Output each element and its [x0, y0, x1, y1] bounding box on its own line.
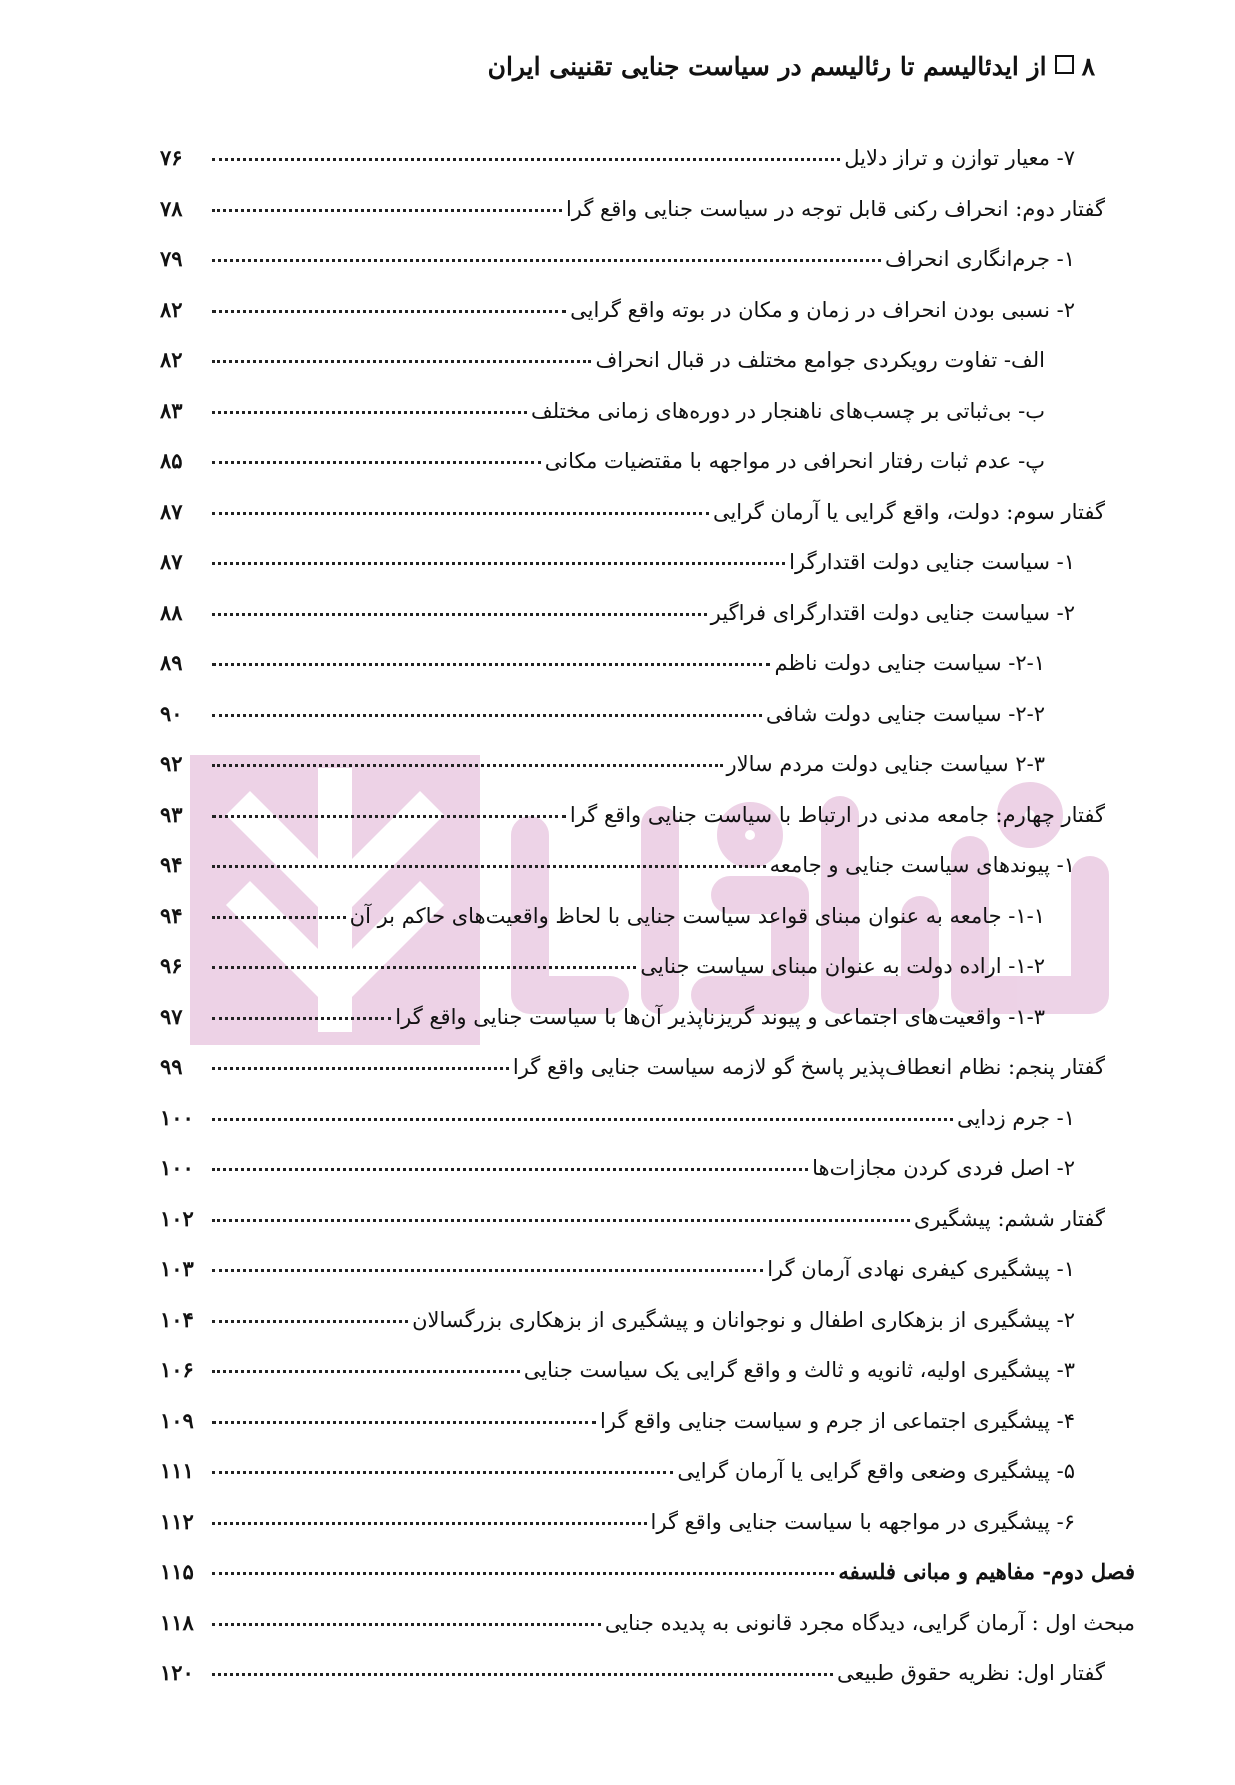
toc-entry-page: ۷۹	[160, 246, 183, 271]
toc-entry-title: ۵- پیشگیری وضعی واقع گرایی یا آرمان گرایی	[677, 1459, 1075, 1483]
dot-leader	[212, 1572, 834, 1575]
toc-entry-page: ۸۲	[160, 296, 183, 322]
toc-entry	[160, 297, 1105, 348]
toc-entry-title: ۱- جرم‌انگاری انحراف	[885, 247, 1075, 271]
toc-entry-title: پ- عدم ثبات رفتار انحرافی در مواجهه با مقتضیات مکانی	[544, 449, 1045, 473]
toc-entry-page: ۱۰۰	[160, 1104, 194, 1130]
toc-entry	[160, 1357, 1105, 1408]
toc-entry	[160, 448, 1105, 499]
toc-entry-page: ۹۰	[160, 700, 183, 726]
toc-entry	[160, 1256, 1105, 1307]
toc-entry	[160, 398, 1105, 449]
dot-leader	[212, 1522, 647, 1525]
dot-leader	[212, 512, 709, 515]
toc-entry-title: فصل دوم- مفاهیم و مبانی فلسفه	[838, 1559, 1135, 1584]
toc-entry-page: ۸۲	[160, 347, 183, 372]
toc-entry-page: ۸۸	[160, 599, 183, 625]
running-title: از ایدئالیسم تا رئالیسم در سیاست جنایی تقنینی ایران	[487, 52, 1047, 81]
toc-entry-page: ۱۰۳	[160, 1256, 194, 1281]
toc-entry-page: ۸۹	[160, 650, 183, 675]
dot-leader	[212, 764, 723, 767]
toc-entry-title: الف- تفاوت رویکردی جوامع مختلف در قبال انحراف	[595, 348, 1045, 372]
toc-entry-page: ۸۳	[160, 397, 183, 423]
toc-entry-title: گفتار سوم: دولت، واقع گرایی یا آرمان گرایی	[712, 499, 1105, 524]
dot-leader	[212, 259, 881, 262]
toc-entry-title: ۱-۲- اراده دولت به عنوان مبنای سیاست جنایی	[640, 954, 1045, 978]
dot-leader	[212, 663, 770, 666]
toc-entry-title: ۲- سیاست جنایی دولت اقتدارگرای فراگیر	[710, 600, 1075, 625]
dot-leader	[212, 461, 541, 464]
toc-entry-page: ۱۰۶	[160, 1357, 194, 1382]
toc-entry	[160, 1660, 1105, 1711]
toc-entry-page: ۱۰۴	[160, 1306, 194, 1332]
toc-entry-title: مبحث اول : آرمان گرایی، دیدگاه مجرد قانونی به پدیده جنایی	[604, 1610, 1135, 1635]
toc-entry-title: گفتار دوم: انحراف رکنی قابل توجه در سیاست جنایی واقع گرا	[565, 196, 1105, 221]
dot-leader	[212, 815, 566, 818]
toc-entry-title: ۲- پیشگیری از بزهکاری اطفال و نوجوانان و پیشگیری از بزهکاری بزرگسالان	[412, 1307, 1075, 1332]
dot-leader	[212, 916, 346, 919]
toc-entry-title: گفتار چهارم: جامعه مدنی در ارتباط با سیاست جنایی واقع گرا	[569, 802, 1105, 827]
dot-leader	[212, 1370, 520, 1373]
dot-leader	[212, 1623, 601, 1626]
toc-entry	[160, 1458, 1105, 1509]
toc-entry-page: ۸۵	[160, 448, 183, 473]
toc-entry-title: گفتار اول: نظریه حقوق طبیعی	[836, 1661, 1105, 1685]
toc-entry-title: ب- بی‌ثباتی بر چسب‌های ناهنجار در دوره‌های زمانی مختلف	[531, 398, 1045, 423]
dot-leader	[212, 562, 785, 565]
dot-leader	[212, 411, 527, 414]
toc-entry	[160, 1155, 1105, 1206]
toc-entry	[160, 1509, 1105, 1560]
toc-entry-page: ۹۹	[160, 1054, 183, 1079]
dot-leader	[212, 1320, 408, 1323]
toc-entry-page: ۱۰۰	[160, 1155, 194, 1180]
toc-entry-title: ۱-۳- واقعیت‌های اجتماعی و پیوند گریزناپذیر آن‌ها با سیاست جنایی واقع گرا	[395, 1004, 1045, 1029]
toc-entry	[160, 1610, 1135, 1661]
toc-entry-title: ۶- پیشگیری در مواجهه با سیاست جنایی واقع گرا	[650, 1509, 1075, 1534]
toc-entry	[160, 701, 1105, 752]
toc-entry	[160, 145, 1105, 196]
toc-entry-page: ۱۱۵	[160, 1559, 194, 1584]
dot-leader	[212, 1673, 833, 1676]
toc-entry	[160, 802, 1105, 853]
dot-leader	[212, 1168, 808, 1171]
toc-entry-title: ۲-۳ سیاست جنایی دولت مردم سالار	[726, 752, 1045, 776]
toc-entry	[160, 1105, 1105, 1156]
toc-entry	[160, 347, 1105, 398]
toc-entry-title: ۱- سیاست جنایی دولت اقتدارگرا	[789, 550, 1075, 574]
toc-entry-page: ۱۱۸	[160, 1609, 194, 1635]
toc-entry-page: ۹۴	[160, 852, 183, 877]
toc-entry-title: ۲-۲- سیاست جنایی دولت شافی	[765, 701, 1045, 726]
page-header	[120, 52, 1095, 81]
toc-entry-page: ۱۱۱	[160, 1458, 194, 1483]
toc-entry-title: ۳- پیشگیری اولیه، ثانویه و ثالث و واقع گرایی یک سیاست جنایی	[523, 1358, 1075, 1382]
toc-entry	[160, 246, 1105, 297]
toc-entry-title: ۷- معیار توازن و تراز دلایل	[844, 146, 1075, 170]
dot-leader	[212, 613, 707, 616]
dot-leader	[212, 360, 591, 363]
toc-entry	[160, 953, 1105, 1004]
toc-entry	[160, 549, 1105, 600]
toc-entry-title: گفتار ششم: پیشگیری	[913, 1206, 1105, 1231]
toc-entry-page: ۱۰۲	[160, 1205, 194, 1231]
toc-entry-page: ۹۶	[160, 953, 183, 978]
toc-entry-page: ۱۱۲	[160, 1508, 194, 1534]
toc-entry-title: ۱- پیشگیری کیفری نهادی آرمان گرا	[767, 1257, 1075, 1281]
toc-entry-title: ۱-۱- جامعه به عنوان مبنای قواعد سیاست جنایی با لحاظ واقعیت‌های حاکم بر آن	[349, 903, 1045, 928]
toc-entry	[160, 600, 1105, 651]
dot-leader	[212, 158, 840, 161]
table-of-contents	[160, 145, 1135, 1711]
toc-entry	[160, 1408, 1105, 1459]
toc-entry	[160, 751, 1105, 802]
toc-entry	[160, 1054, 1105, 1105]
dot-leader	[212, 865, 766, 868]
toc-entry	[160, 1206, 1105, 1257]
toc-entry	[160, 499, 1105, 550]
toc-entry-page: ۱۰۹	[160, 1407, 194, 1433]
toc-entry	[160, 196, 1105, 247]
dot-leader	[212, 1421, 596, 1424]
toc-entry-title: ۲-۱- سیاست جنایی دولت ناظم	[774, 651, 1045, 675]
dot-leader	[212, 1067, 509, 1070]
toc-entry-page: ۸۷	[160, 498, 183, 524]
toc-entry-page: ۹۴	[160, 902, 183, 928]
toc-entry-title: ۱- جرم زدایی	[957, 1105, 1075, 1130]
toc-entry-page: ۹۳	[160, 801, 183, 827]
toc-entry	[160, 852, 1105, 903]
toc-entry-title: ۲- اصل فردی کردن مجازات‌ها	[812, 1156, 1075, 1180]
toc-entry	[160, 1559, 1135, 1610]
toc-entry-title: ۲- نسبی بودن انحراف در زمان و مکان در بوته واقع گرایی	[570, 297, 1075, 322]
toc-entry-title: ۴- پیشگیری اجتماعی از جرم و سیاست جنایی واقع گرا	[600, 1408, 1075, 1433]
dot-leader	[212, 310, 566, 313]
toc-entry-page: ۷۸	[160, 195, 183, 221]
dot-leader	[212, 1269, 763, 1272]
toc-entry	[160, 650, 1105, 701]
dot-leader	[212, 966, 636, 969]
toc-entry-page: ۸۷	[160, 549, 183, 574]
toc-entry	[160, 903, 1105, 954]
toc-entry-title: گفتار پنجم: نظام انعطاف‌پذیر پاسخ گو لازمه سیاست جنایی واقع گرا	[512, 1055, 1105, 1079]
toc-entry-page: ۷۶	[160, 145, 183, 170]
dot-leader	[212, 1017, 391, 1020]
dot-leader	[212, 714, 762, 717]
dot-leader	[212, 209, 562, 212]
dot-leader	[212, 1118, 953, 1121]
dot-leader	[212, 1471, 673, 1474]
square-bullet-icon	[1055, 55, 1074, 74]
toc-entry	[160, 1004, 1105, 1055]
toc-entry-page: ۹۷	[160, 1003, 183, 1029]
dot-leader	[212, 1219, 910, 1222]
toc-entry-title: ۱- پیوندهای سیاست جنایی و جامعه	[769, 853, 1075, 877]
toc-entry	[160, 1307, 1105, 1358]
toc-entry-page: ۹۲	[160, 751, 183, 776]
toc-entry-page: ۱۲۰	[160, 1660, 194, 1685]
page-number: ۸	[1081, 52, 1095, 81]
